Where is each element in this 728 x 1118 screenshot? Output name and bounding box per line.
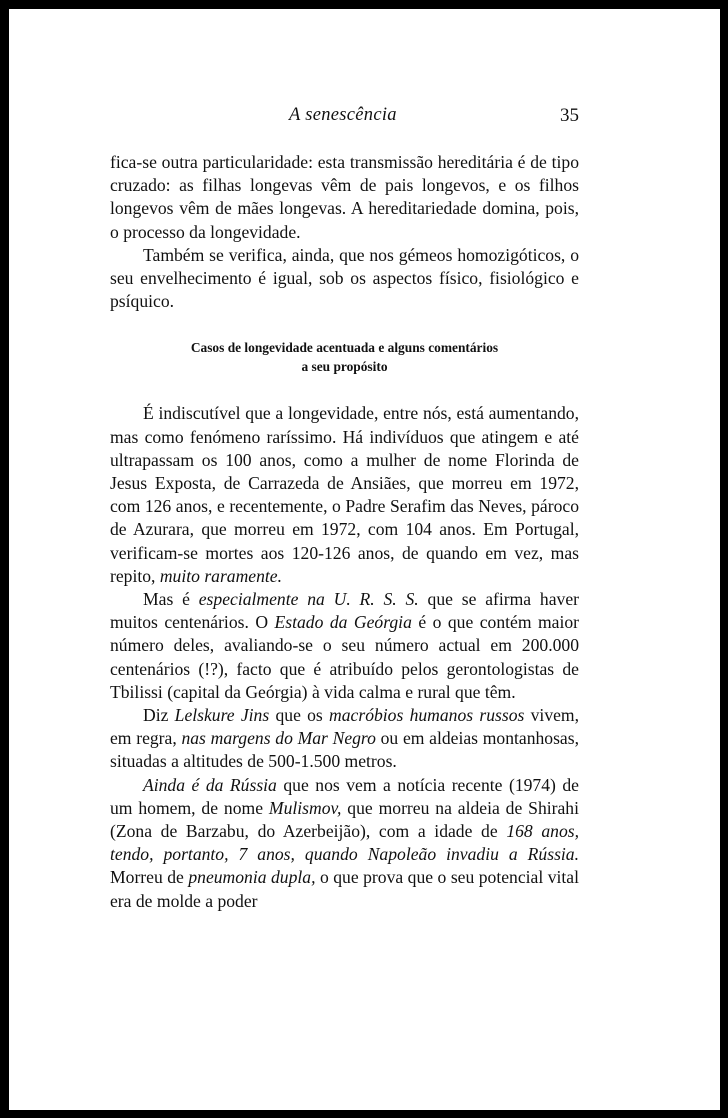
paragraph-3-emphasis: muito raramente. [159, 565, 283, 586]
paragraph-5-emphasis-1: Lelskure Jins [174, 705, 270, 726]
paragraph-6-emphasis-3: 168 anos, tendo, portanto, 7 anos, quando Napoleão invadiu a Rússia. [110, 821, 579, 865]
paragraph-6-emphasis-2: Mulismov, [268, 797, 342, 818]
paragraph-5 [110, 704, 579, 774]
paragraph-5-text-c: vivem, em regra, [110, 705, 580, 749]
running-title: A senescência [289, 105, 397, 125]
paragraph-5-text-a: Diz [143, 705, 175, 726]
paragraph-5-text-d: ou em aldeias montanhosas, situadas a altitudes de 500-1.500 metros. [110, 728, 579, 772]
paragraph-5-emphasis-2: macróbios humanos russos [329, 705, 525, 726]
paragraph-6-text-c: Morreu de [110, 867, 189, 888]
section-heading [110, 338, 579, 376]
paragraph-2: Também se verifica, ainda, que nos gémeos homozigóticos, o seu envelhecimento é igual, sob os aspectos físico, fisiológico e psíquico. [110, 244, 579, 312]
paragraph-6-text-b: que morreu na aldeia de Shirahi (Zona de Barzabu, do Azerbeijão), com a idade de [110, 797, 579, 842]
paragraph-4-text-b: que se afirma haver muitos centenários. O [110, 589, 579, 633]
paragraph-6-emphasis-1: Ainda é da Rússia [143, 774, 277, 795]
paragraph-3-text: É indiscutível que a longevidade, entre nós, está aumentando, mas como fenómeno raríssimo. Há indivíduos que atingem e até ultrapassam os 100 anos, como a mulher de nome Florinda de Jesus Exposta, de Carrazeda de Ansiães, que morreu em 1972, com 126 anos, e recentemente, o Padre Serafim das Neves, pároco de Azurara, que morreu em 1972, com 104 anos. Em Portugal, verificam-se mortes aos 120-126 anos, de quando em vez, mas repito, [110, 403, 579, 586]
paragraph-4-emphasis-2: Estado da Geórgia [274, 612, 412, 633]
paragraph-4 [110, 588, 579, 704]
paragraph-6-emphasis-4: pneumonia dupla, [188, 867, 316, 888]
paragraph-4-emphasis-1: especialmente na U. R. S. S. [198, 589, 419, 610]
body-text [110, 151, 579, 913]
paragraph-6 [110, 774, 579, 913]
paragraph-4-text-c: é o que contém maior número deles, avaliando-se o seu número actual em 200.000 centenários (!?), facto que é atribuído pelos gerontologistas de Tbilissi (capital da Geórgia) à vida calma e rural que têm. [110, 612, 579, 702]
paragraph-6-text-a: que nos vem a notícia recente (1974) de um homem, de nome [110, 774, 579, 818]
paragraph-6-text-d: o que prova que o seu potencial vital era de molde a poder [110, 867, 579, 911]
paragraph-4-text-a: Mas é [143, 589, 199, 610]
page-number: 35 [560, 105, 579, 126]
running-header [110, 105, 579, 131]
section-heading-line-2: a seu propósito [301, 359, 388, 375]
paragraph-5-emphasis-3: nas margens do Mar Negro [181, 728, 376, 749]
section-heading-line-1: Casos de longevidade acentuada e alguns comentários [190, 340, 499, 356]
paragraph-3 [110, 402, 579, 588]
paragraph-5-text-b: que os [269, 705, 330, 726]
paragraph-1: fica-se outra particularidade: esta transmissão hereditária é de tipo cruzado: as filhas longevas vêm de pais longevos, e os filhos longevos vêm de mães longevas. A hereditariedade domina, pois, o processo da longevidade. [110, 152, 579, 242]
